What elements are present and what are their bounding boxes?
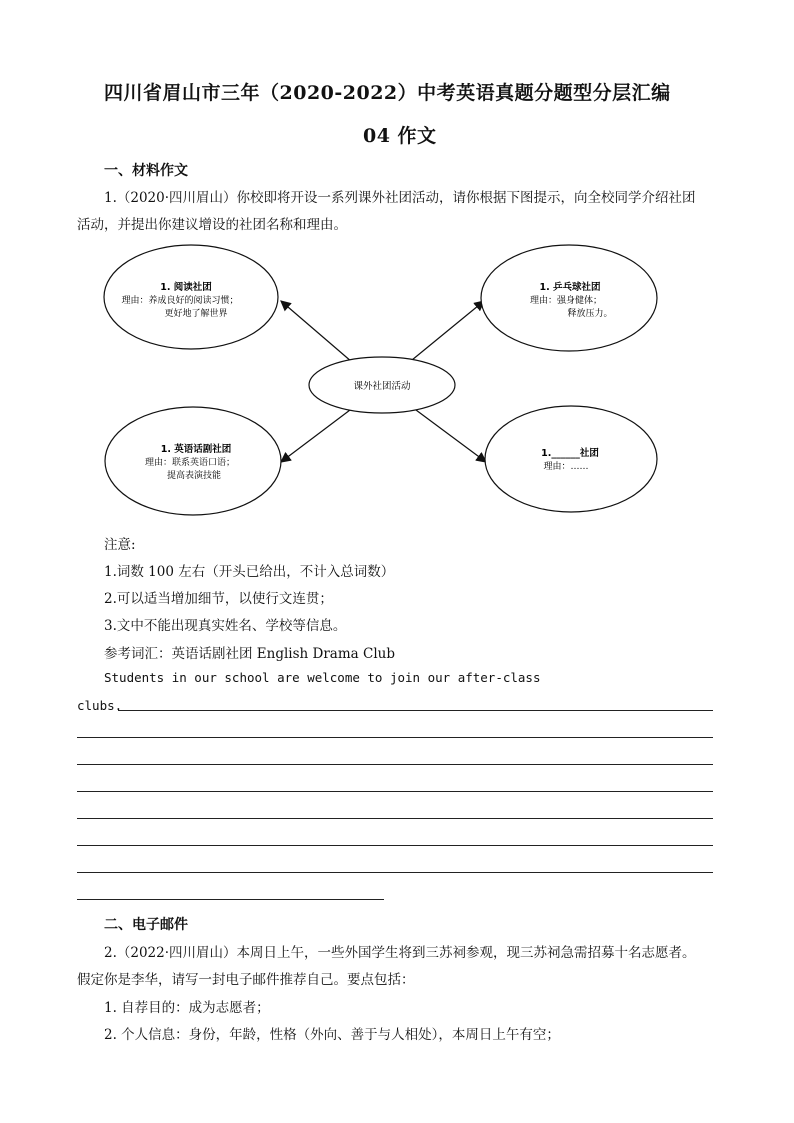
writing-line[interactable] bbox=[77, 791, 713, 792]
reading-club-reason-2: 更好地了解世界 bbox=[164, 309, 228, 319]
notes-title: 注意: bbox=[104, 537, 136, 553]
question-2-line-2: 假定你是李华，请写一封电子邮件推荐自己。要点包括： bbox=[77, 972, 415, 988]
club-mind-map bbox=[0, 0, 794, 530]
arrow-to-drama-club bbox=[281, 410, 350, 462]
drama-club-reason-1: 理由：联系英语口语； bbox=[144, 458, 236, 468]
drama-club-reason-2: 提高表演技能 bbox=[166, 471, 222, 481]
question-1-line-1: 1.（2020·四川眉山）你校即将开设一系列课外社团活动，请你根据下图提示，向全校同学介绍社团 bbox=[104, 190, 696, 206]
point-2: 2. 个人信息：身份，年龄，性格（外向、善于与人相处），本周日上午有空； bbox=[104, 1027, 560, 1043]
section-heading-material-writing: 一、材料作文 bbox=[104, 163, 188, 179]
center-label: 课外社团活动 bbox=[353, 381, 411, 392]
pingpong-club-reason-2: 释放压力。 bbox=[567, 309, 613, 319]
drama-club-title: 1. 英语话剧社团 bbox=[160, 444, 232, 455]
reading-club-title: 1. 阅读社团 bbox=[160, 282, 212, 293]
question-1-line-2: 活动，并提出你建议增设的社团名称和理由。 bbox=[77, 217, 347, 233]
page-title: 四川省眉山市三年（2020-2022）中考英语真题分题型分层汇编 bbox=[104, 82, 671, 104]
blank-club-ellipse bbox=[485, 406, 657, 512]
opening-sentence-line-2: clubs. bbox=[77, 698, 123, 713]
pingpong-club-title: 1. 乒乓球社团 bbox=[539, 282, 601, 293]
writing-line[interactable] bbox=[77, 845, 713, 846]
writing-line[interactable] bbox=[77, 764, 713, 765]
writing-line[interactable] bbox=[77, 818, 713, 819]
point-1: 1. 自荐目的：成为志愿者； bbox=[104, 1000, 270, 1016]
arrow-to-blank-club bbox=[416, 410, 486, 462]
arrow-to-pingpong-club bbox=[412, 301, 484, 360]
arrow-to-reading-club bbox=[281, 301, 352, 362]
question-2-line-1: 2.（2022·四川眉山）本周日上午，一些外国学生将到三苏祠参观，现三苏祠急需招募十名志愿者。 bbox=[104, 945, 696, 961]
opening-sentence-line-1: Students in our school are welcome to join our after-class bbox=[104, 670, 541, 685]
pingpong-club-reason-1: 理由：强身健体； bbox=[529, 296, 603, 306]
note-3: 3.文中不能出现真实姓名、学校等信息。 bbox=[104, 618, 347, 634]
reference-vocab: 参考词汇：英语话剧社团 English Drama Club bbox=[104, 646, 395, 662]
note-1: 1.词数 100 左右（开头已给出，不计入总词数） bbox=[104, 564, 395, 580]
writing-line[interactable] bbox=[77, 899, 384, 900]
section-heading-email: 二、电子邮件 bbox=[104, 917, 188, 933]
page-subtitle: 04 作文 bbox=[363, 125, 437, 147]
note-2: 2.可以适当增加细节，以使行文连贯； bbox=[104, 591, 333, 607]
writing-line[interactable] bbox=[118, 710, 713, 711]
blank-club-reason: 理由：…… bbox=[543, 462, 589, 472]
reading-club-reason-1: 理由：养成良好的阅读习惯； bbox=[121, 296, 239, 306]
writing-line[interactable] bbox=[77, 872, 713, 873]
writing-line[interactable] bbox=[77, 737, 713, 738]
blank-club-title: 1.______社团 bbox=[541, 448, 599, 459]
